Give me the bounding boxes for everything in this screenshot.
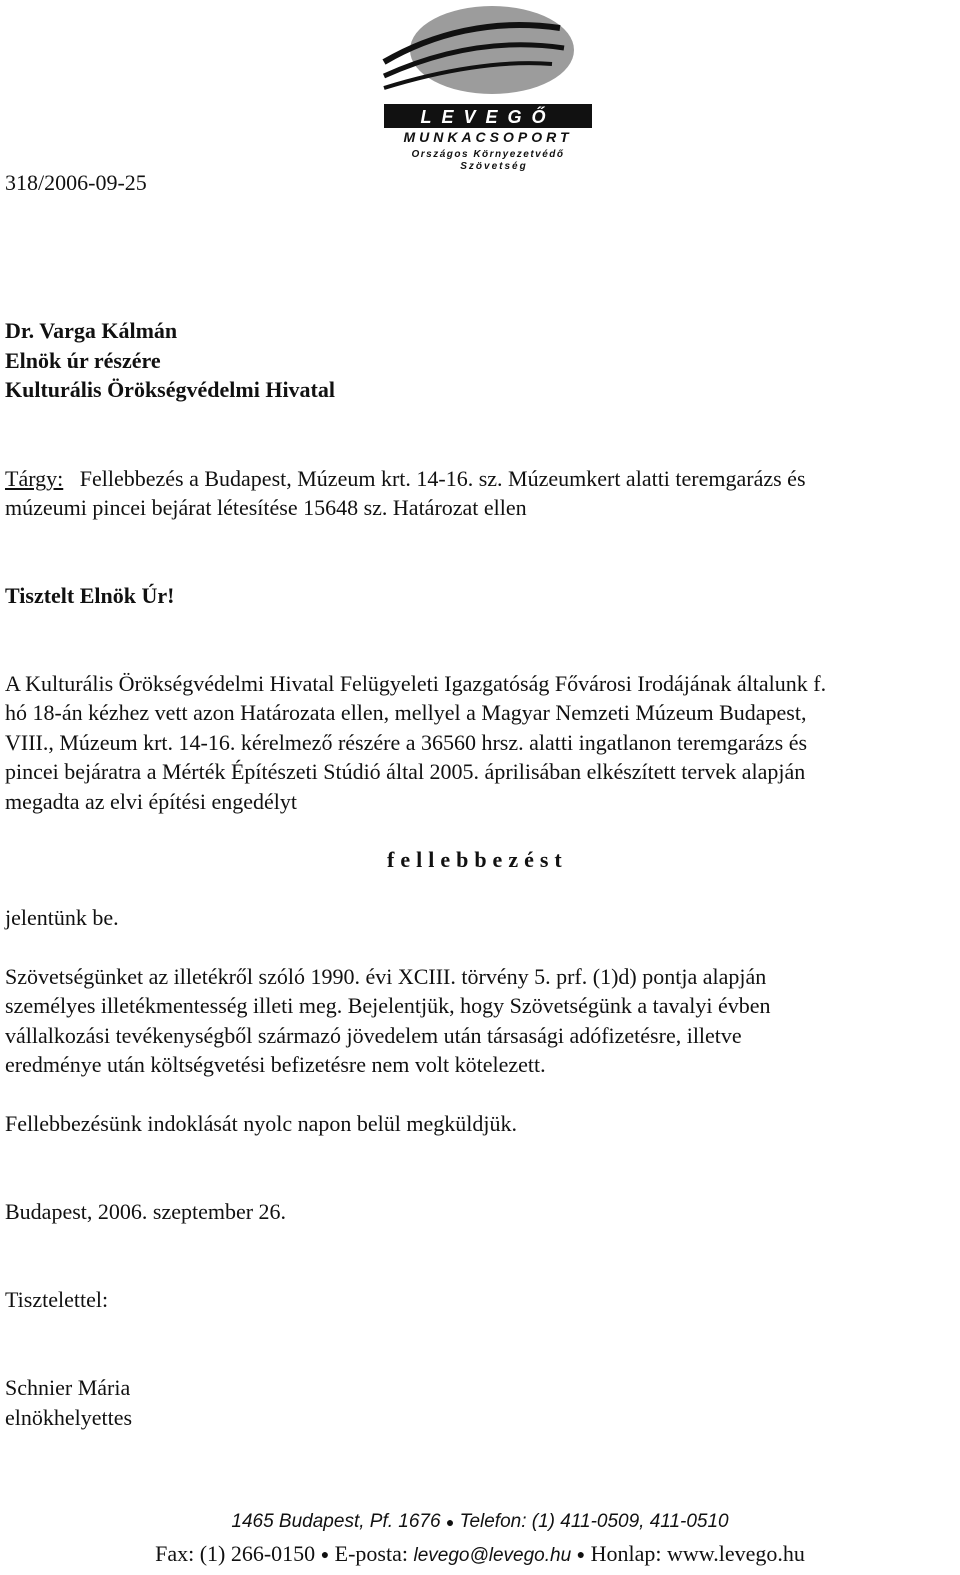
paragraph-1-line: hó 18-án kézhez vett azon Határozata ellen, mellyel a Magyar Nemzeti Múzeum Budapest, [5,700,807,725]
footer-line-1 [0,1511,960,1533]
footer-address: 1465 Budapest, Pf. 1676 [231,1511,441,1532]
paragraph-1-line: megadta az elvi építési engedélyt [5,789,297,814]
subject-line-2: múzeumi pincei bejárat létesítése 15648 sz. Határozat ellen [5,495,527,520]
subject-line-1 [5,464,806,494]
levego-logo [382,4,594,172]
footer-line-2 [0,1541,960,1567]
salutation: Tisztelt Elnök Úr! [5,583,175,608]
appeal-word: fellebbezést [387,847,568,872]
submit-line: jelentünk be. [5,905,119,930]
paragraph-1-line: pincei bejáratra a Mérték Építészeti Stúdió által 2005. áprilisában elkészített tervek alapján [5,759,806,784]
bullet-icon: ● [320,1547,330,1563]
paragraph-2-line: Szövetségünket az illetékről szóló 1990. évi XCIII. törvény 5. prf. (1)d) pontja alapján [5,964,767,989]
recipient-title: Elnök úr részére [5,348,161,373]
footer-email-label: E-posta: [334,1541,408,1566]
subject-label: Tárgy: [5,466,64,491]
footer-web[interactable]: Honlap: www.levego.hu [590,1541,805,1566]
subject-text-1: Fellebbezés a Budapest, Múzeum krt. 14-16. sz. Múzeumkert alatti teremgarázs és [79,466,806,491]
footer-phone: Telefon: (1) 411-0509, 411-0510 [459,1511,729,1532]
paragraph-1-line: A Kulturális Örökségvédelmi Hivatal Felügyeleti Igazgatóság Fővárosi Irodájának általunk f. [5,671,827,696]
logo-szovetseg-text: Szövetség [460,161,528,172]
paragraph-3: Fellebbezésünk indoklását nyolc napon belül megküldjük. [5,1111,518,1136]
bullet-icon: ● [445,1513,455,1530]
recipient-org: Kulturális Örökségvédelmi Hivatal [5,377,335,402]
paragraph-1-line: VIII., Múzeum krt. 14-16. kérelmező részére a 36560 hrsz. alatti ingatlanon teremgarázs és [5,730,808,755]
logo-levego-text: LEVEGŐ [420,107,556,127]
logo-org-text: Országos Környezetvédő [411,149,565,160]
paragraph-2-line: vállalkozási tevékenységből származó jövedelem után társasági adófizetésre, illetve [5,1023,742,1048]
bullet-icon: ● [576,1547,586,1563]
closing: Tisztelettel: [5,1287,109,1312]
date-line: Budapest, 2006. szeptember 26. [5,1199,287,1224]
signature-role: elnökhelyettes [5,1405,133,1430]
logo-ellipse [410,6,574,94]
footer-email-link[interactable]: levego@levego.hu [413,1545,572,1566]
reference-number: 318/2006-09-25 [5,170,147,195]
footer-fax: Fax: (1) 266-0150 [155,1541,316,1566]
logo-munkacsoport-text: MUNKACSOPORT [403,129,573,145]
paragraph-2-line: személyes illetékmentesség illeti meg. Bejelentjük, hogy Szövetségünk a tavalyi évben [5,993,771,1018]
paragraph-2-line: eredménye után költségvetési befizetésre nem volt kötelezett. [5,1052,546,1077]
signature-name: Schnier Mária [5,1375,131,1400]
recipient-name: Dr. Varga Kálmán [5,318,178,343]
